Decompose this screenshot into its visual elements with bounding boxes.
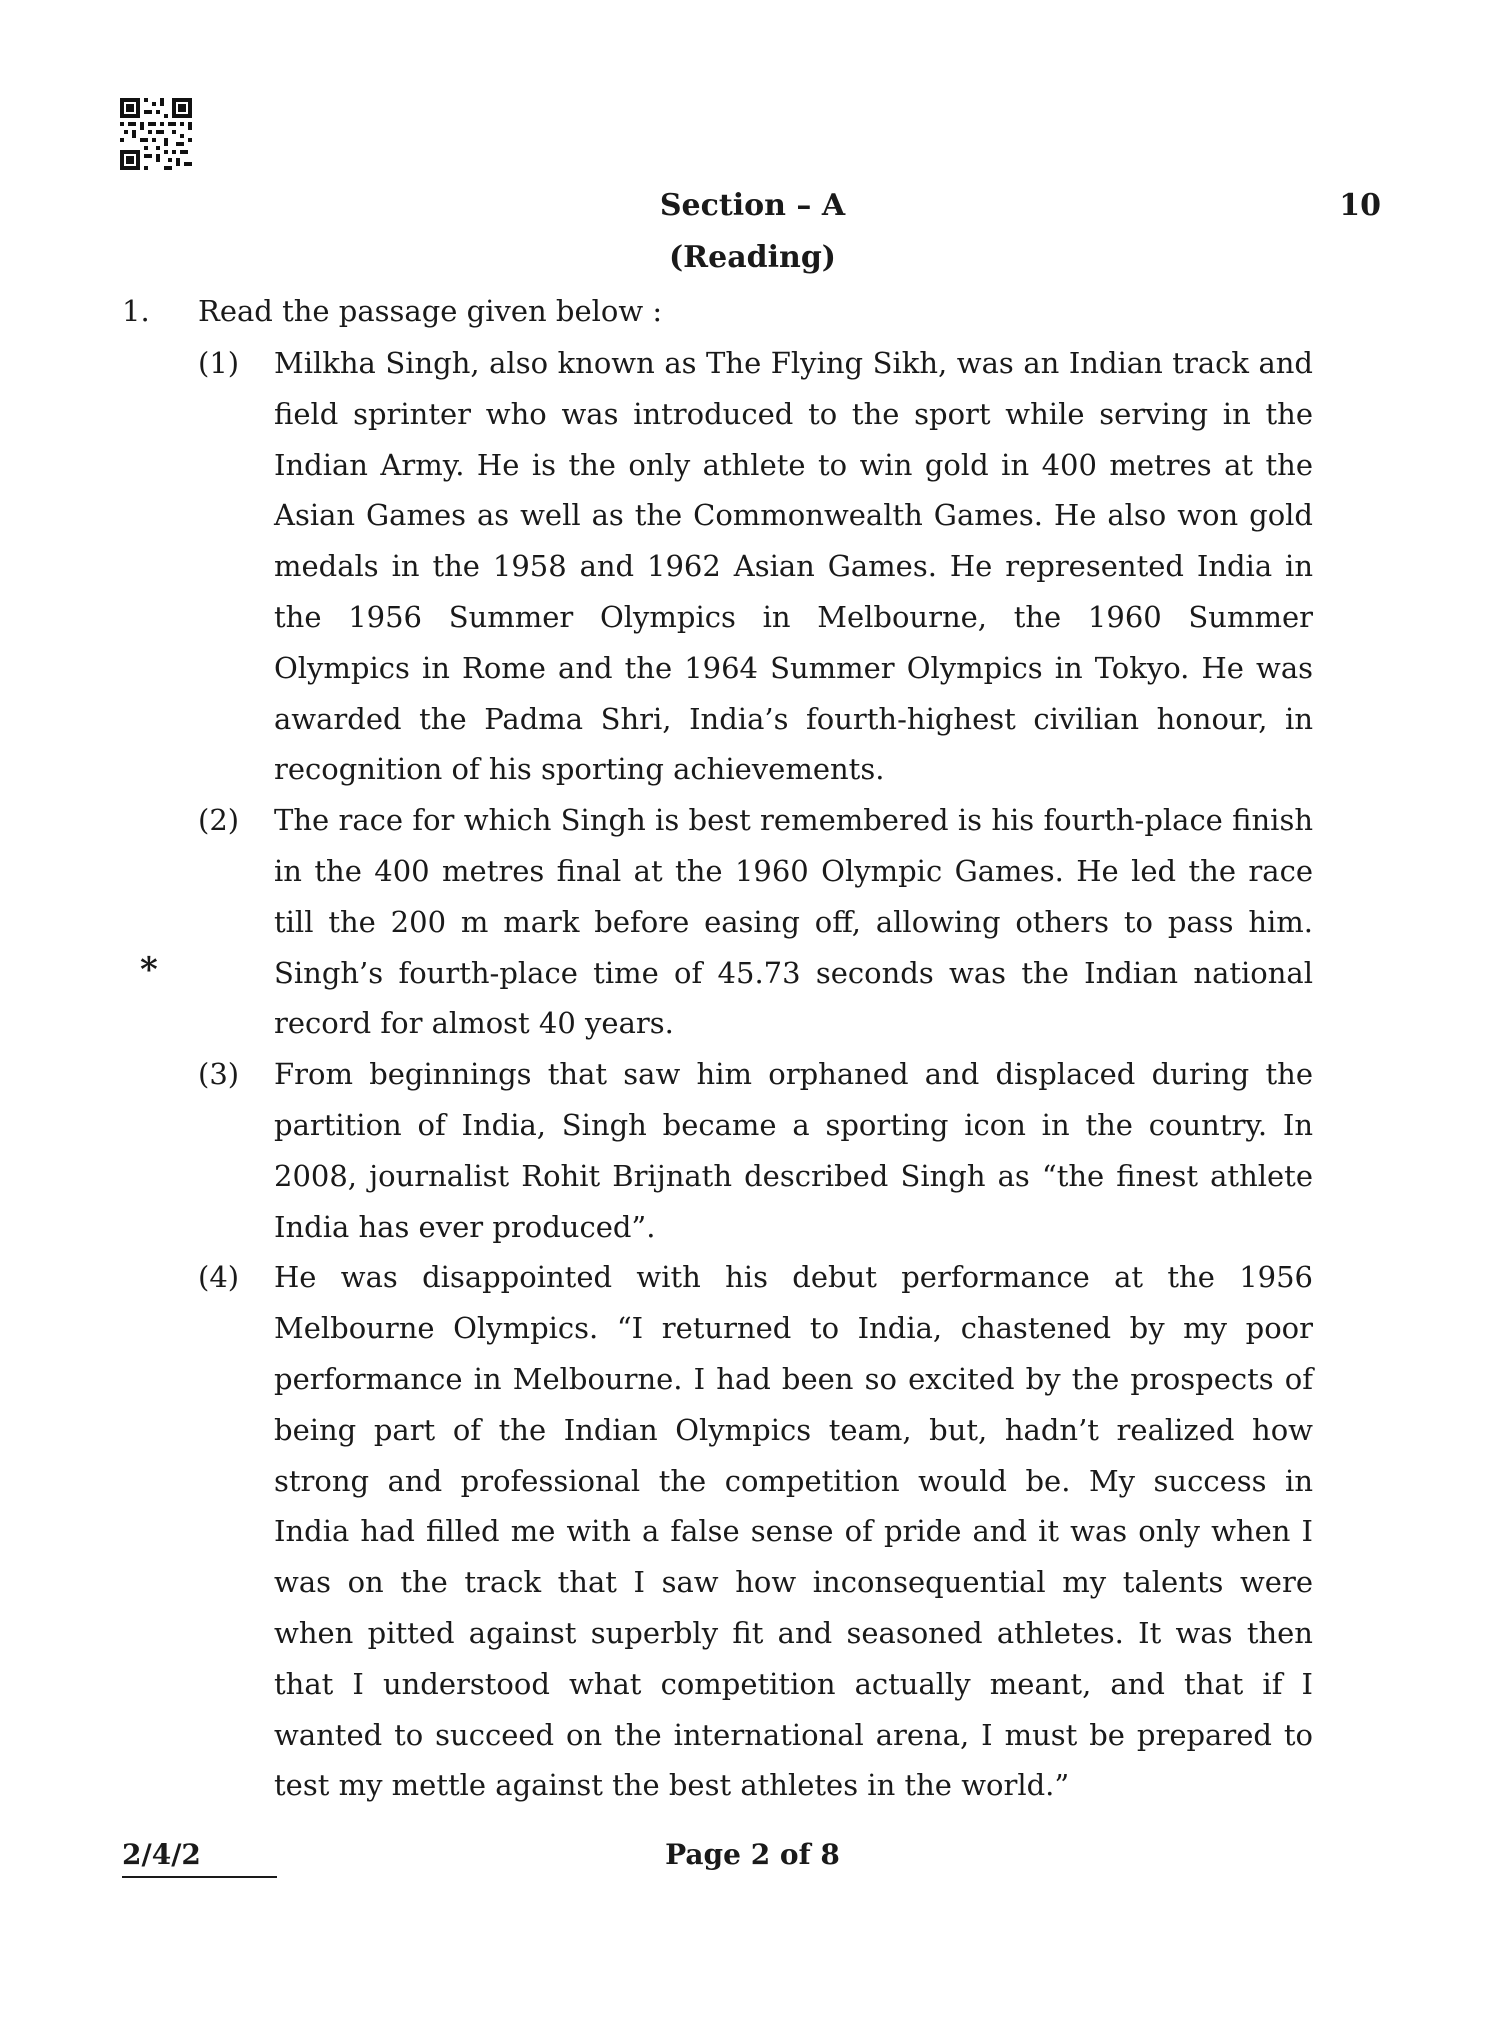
- paragraph-text: Milkha Singh, also known as The Flying Sikh, was an Indian track and field sprinter who was introduced to the sport while serving in the Indian Army. He is the only athlete to win gold in 400 metres at the Asian Games as well as the Commonwealth Games. He also won gold medals in the 1958 and 1962 Asian Games. He represented India in the 1956 Summer Olympics in Melbourne, the 1960 Summer Olympics in Rome and the 1964 Summer Olympics in Tokyo. He was awarded the Padma Shri, India’s fourth-highest civilian honour, in recognition of his sporting achievements.: [274, 346, 1313, 787]
- qr-code-icon: [120, 98, 192, 170]
- passage-paragraph: [198, 338, 1313, 795]
- paragraph-number: (4): [198, 1260, 240, 1295]
- paragraph-number: (2): [198, 803, 240, 838]
- paragraph-number: (3): [198, 1057, 240, 1092]
- paper-code: 2/4/2: [122, 1838, 201, 1871]
- passage-paragraph: [198, 1252, 1313, 1811]
- question-prompt: Read the passage given below :: [198, 294, 663, 328]
- question-number: 1.: [122, 294, 150, 328]
- paragraph-number: (1): [198, 346, 240, 380]
- section-subtitle: (Reading): [668, 240, 836, 275]
- paragraph-text: The race for which Singh is best remembered is his fourth-place finish in the 400 metres final at the 1960 Olympic Games. He led the race till the 200 m mark before easing off, allowing others to pass him. Singh’s fourth-place time of 45.73 seconds was the Indian national record for almost 40 years.: [274, 803, 1313, 1041]
- reading-passage: [198, 338, 1313, 1811]
- section-title: Section – A: [659, 188, 846, 223]
- paragraph-text: He was disappointed with his debut performance at the 1956 Melbourne Olympics. “I returned to India, chastened by my poor performance in Melbourne. I had been so excited by the prospects of being part of the Indian Olympics team, but, hadn’t realized how strong and professional the competition would be. My success in India had filled me with a false sense of pride and it was only when I was on the track that I saw how inconsequential my talents were when pitted against superbly fit and seasoned athletes. It was then that I understood what competition actually meant, and that if I wanted to succeed on the international arena, I must be prepared to test my mettle against the best athletes in the world.”: [274, 1260, 1313, 1803]
- marks-label: 10: [1339, 188, 1381, 223]
- paragraph-text: From beginnings that saw him orphaned and displaced during the partition of India, Singh became a sporting icon in the country. In 2008, journalist Rohit Brijnath described Singh as “the finest athlete India has ever produced”.: [274, 1057, 1313, 1244]
- page-number: Page 2 of 8: [665, 1838, 840, 1871]
- passage-paragraph: [198, 1049, 1313, 1252]
- section-header: [0, 188, 1505, 298]
- passage-paragraph: [198, 795, 1313, 1049]
- margin-asterisk: *: [140, 950, 158, 990]
- footer-underline: [122, 1876, 277, 1878]
